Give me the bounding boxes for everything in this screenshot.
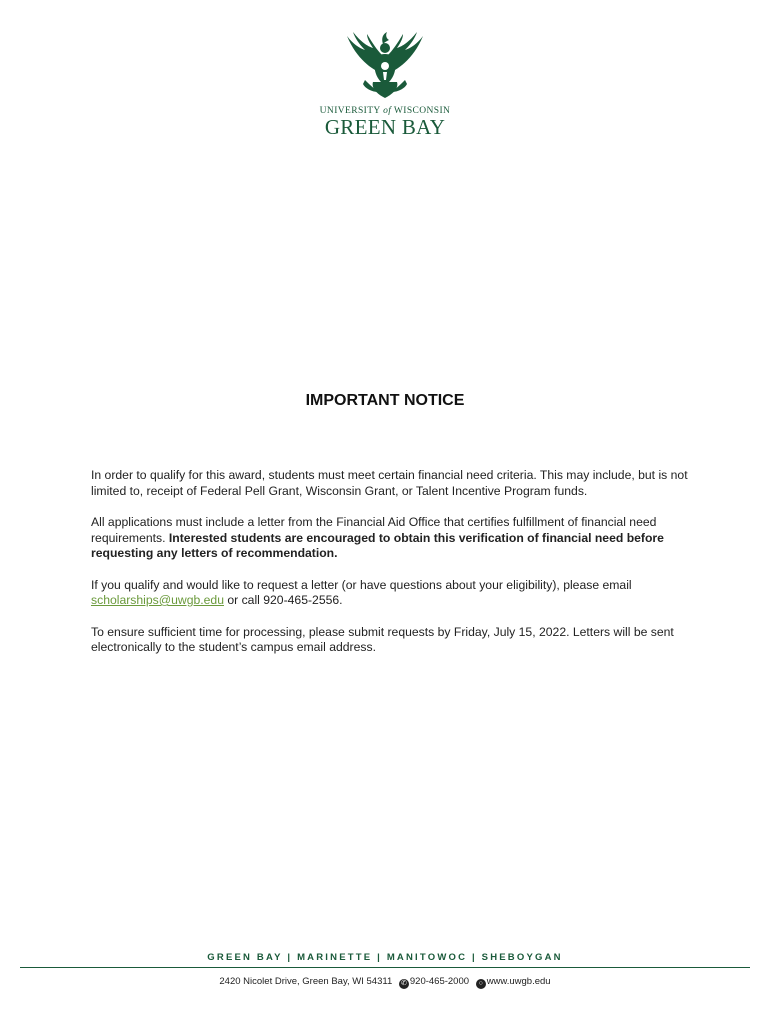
paragraph-deadline: To ensure sufficient time for processing, please submit requests by Friday, July 15, 2022. Letters will be sent electronically to the student’s campus email address.	[91, 624, 674, 654]
footer-address: 2420 Nicolet Drive, Green Bay, WI 54311	[219, 976, 393, 987]
paragraph-contact	[91, 578, 691, 609]
footer-contact	[0, 976, 770, 989]
requirement-text: All applications must include a letter from the Financial Aid Office that certifies fulfillment of financial need requirements.	[91, 515, 657, 545]
paragraph-letter-requirement	[91, 515, 691, 562]
phone-icon: ✆	[399, 979, 409, 989]
logo-university-text: UNIVERSITY of WISCONSIN	[319, 106, 451, 116]
footer-campuses: GREEN BAY | MARINETTE | MANITOWOC | SHEBOYGAN	[207, 952, 563, 963]
university-logo	[310, 30, 460, 138]
footer-website[interactable]: www.uwgb.edu	[486, 976, 551, 987]
requirement-emphasis: Interested students are encouraged to obtain this verification of financial need before requesting any letters of recommendation.	[91, 530, 664, 560]
notice-body	[91, 468, 691, 672]
footer-divider	[20, 967, 750, 968]
globe-icon: ○	[476, 979, 486, 989]
contact-text: If you qualify and would like to request a letter (or have questions about your eligibility), please email	[91, 577, 632, 592]
logo-green-bay-text: GREEN BAY	[324, 115, 446, 139]
paragraph-eligibility: In order to qualify for this award, students must meet certain financial need criteria. This may include, but is not limited to, receipt of Federal Pell Grant, Wisconsin Grant, or Talent Incentive Program funds.	[91, 468, 688, 498]
email-link[interactable]: scholarships@uwgb.edu	[91, 593, 224, 607]
footer-phone: 920-465-2000	[409, 976, 470, 987]
page-title: IMPORTANT NOTICE	[305, 392, 465, 409]
phoenix-icon	[343, 30, 427, 100]
contact-phone-text: or call 920-465-2556.	[223, 593, 343, 607]
